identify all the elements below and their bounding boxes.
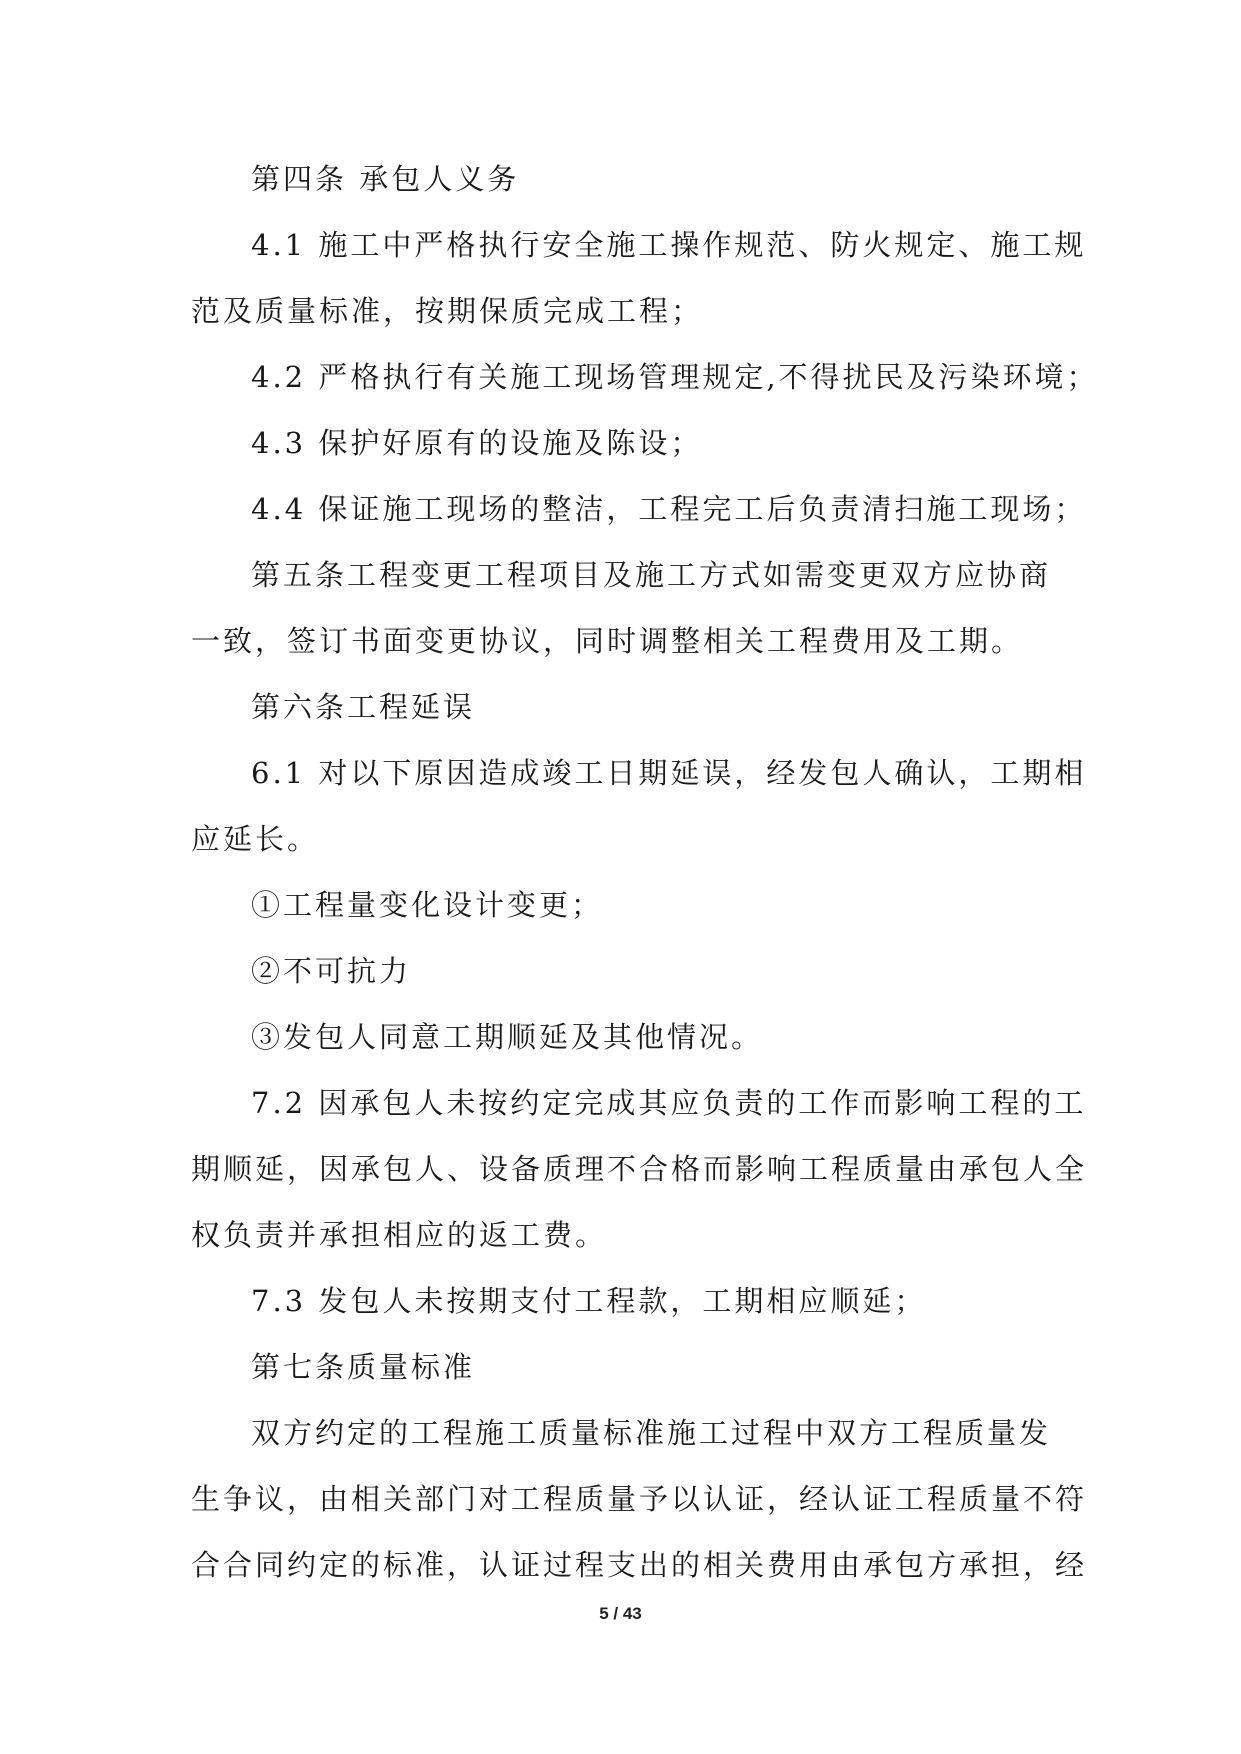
clause-6-1-line-2: 应延长。 xyxy=(191,822,320,856)
clause-7-3: 7.3 发包人未按期支付工程款，工期相应顺延； xyxy=(251,1284,927,1318)
clause-4-1-line-1: 4.1 施工中严格执行安全施工操作规范、防火规定、施工规 xyxy=(251,228,1087,262)
quality-paragraph-line-1: 双方约定的工程施工质量标准施工过程中双方工程质量发 xyxy=(251,1416,1052,1450)
clause-7-2-line-1: 7.2 因承包人未按约定完成其应负责的工作而影响工程的工 xyxy=(251,1086,1087,1120)
clause-7-2-line-3: 权负责并承担相应的返工费。 xyxy=(191,1218,608,1252)
clause-4-2: 4.2 严格执行有关施工现场管理规定,不得扰民及污染环境； xyxy=(251,360,1099,394)
clause-4-4: 4.4 保证施工现场的整洁，工程完工后负责清扫施工现场； xyxy=(251,492,1087,526)
article-5-line-1: 第五条工程变更工程项目及施工方式如需变更双方应协商 xyxy=(251,558,1052,592)
list-item-1: ①工程量变化设计变更； xyxy=(251,888,604,922)
list-item-2: ②不可抗力 xyxy=(251,954,412,988)
article-6-heading: 第六条工程延误 xyxy=(251,690,476,724)
page-number: 5 / 43 xyxy=(599,1604,642,1623)
clause-4-3: 4.3 保护好原有的设施及陈设； xyxy=(251,426,703,460)
document-body xyxy=(191,146,1099,1598)
article-7-heading: 第七条质量标准 xyxy=(251,1350,476,1384)
clause-6-1-line-1: 6.1 对以下原因造成竣工日期延误，经发包人确认，工期相 xyxy=(251,756,1087,790)
quality-paragraph-line-2: 生争议，由相关部门对工程质量予以认证，经认证工程质量不符 xyxy=(191,1482,1088,1516)
quality-paragraph-line-3: 合合同约定的标准，认证过程支出的相关费用由承包方承担，经 xyxy=(191,1548,1088,1582)
article-5-line-2: 一致，签订书面变更协议，同时调整相关工程费用及工期。 xyxy=(191,624,1024,658)
article-4-heading: 第四条 承包人义务 xyxy=(251,162,520,196)
list-item-3: ③发包人同意工期顺延及其他情况。 xyxy=(251,1020,764,1054)
clause-7-2-line-2: 期顺延，因承包人、设备质理不合格而影响工程质量由承包人全 xyxy=(191,1152,1088,1186)
clause-4-1-line-2: 范及质量标准，按期保质完成工程； xyxy=(191,294,704,328)
